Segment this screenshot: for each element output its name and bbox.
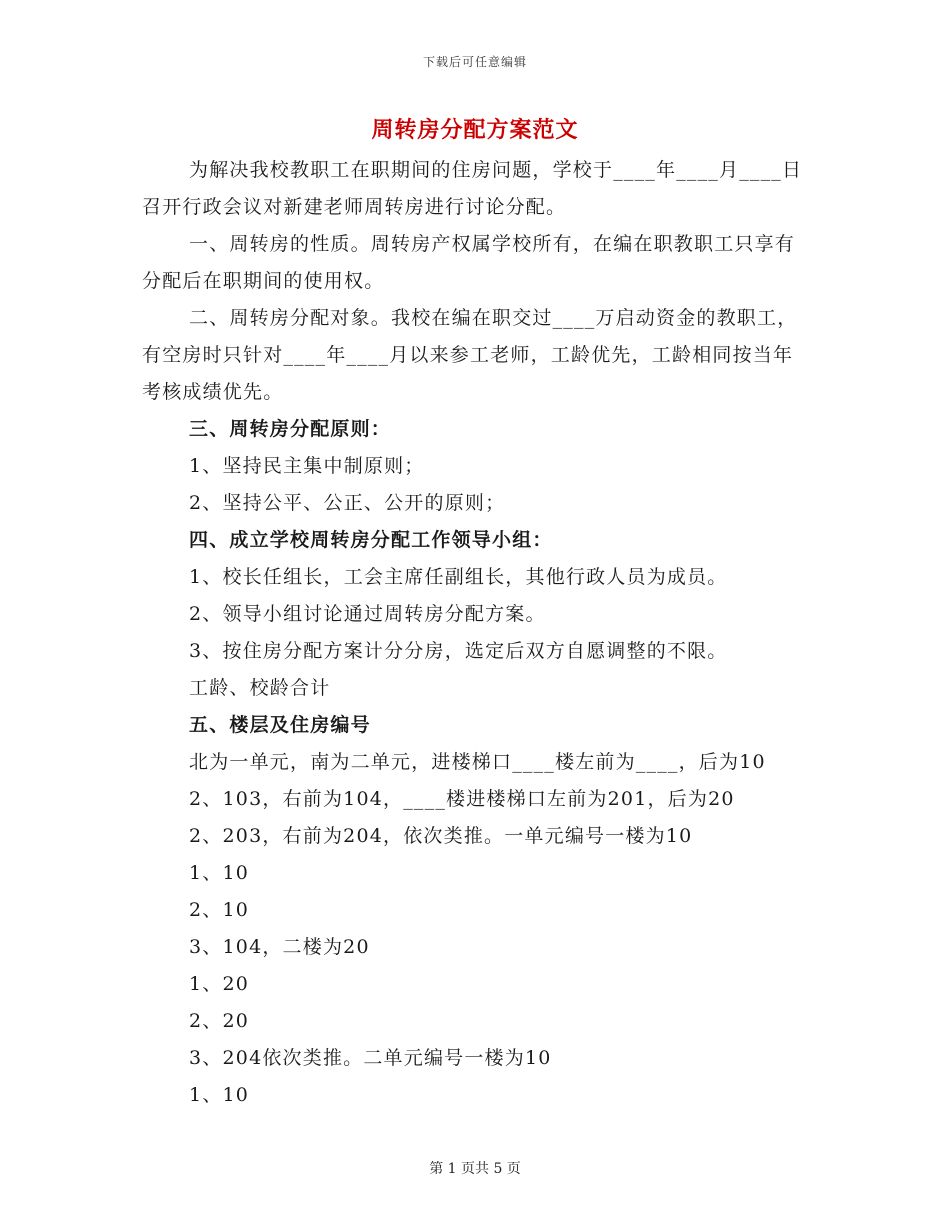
paragraph: 工龄、校龄合计: [189, 677, 331, 699]
paragraph: 2、20: [189, 1010, 250, 1032]
paragraph: 1、20: [189, 973, 250, 995]
paragraph: 2、坚持公平、公正、公开的原则；: [189, 492, 506, 514]
paragraph: 2、领导小组讨论通过周转房分配方案。: [189, 603, 546, 625]
paragraph: 2、203，右前为204，依次类推。一单元编号一楼为10: [189, 825, 693, 847]
paragraph: 五、楼层及住房编号: [189, 714, 371, 736]
paragraph: 1、10: [189, 862, 250, 884]
paragraph: 3、104，二楼为20: [189, 936, 370, 958]
paragraph: 四、成立学校周转房分配工作领导小组：: [189, 529, 553, 551]
paragraph: 1、校长任组长，工会主席任副组长，其他行政人员为成员。: [189, 566, 728, 588]
paragraph: 2、10: [189, 899, 250, 921]
paragraph: 三、周转房分配原则：: [189, 418, 392, 440]
paragraph: 二、周转房分配对象。我校在编在职交过____万启动资金的教职工，有空房时只针对____年____月以来参工老师，工龄优先，工龄相同按当年考核成绩优先。: [142, 307, 798, 403]
paragraph: 一、周转房的性质。周转房产权属学校所有，在编在职教职工只享有分配后在职期间的使用权。: [142, 233, 796, 292]
page-footer: 第 1 页共 5 页: [429, 1161, 521, 1177]
document-title: 周转房分配方案范文: [371, 118, 579, 143]
paragraph: 为解决我校教职工在职期间的住房问题，学校于____年____月____日召开行政会议对新建老师周转房进行讨论分配。: [142, 159, 803, 218]
document-body: [142, 152, 810, 1114]
paragraph: 3、按住房分配方案计分分房，选定后双方自愿调整的不限。: [189, 640, 728, 662]
paragraph: 北为一单元，南为二单元，进楼梯口____楼左前为____，后为10: [189, 751, 766, 773]
paragraph: 3、204依次类推。二单元编号一楼为10: [189, 1047, 552, 1069]
header-note: 下载后可任意编辑: [422, 55, 527, 69]
paragraph: 2、103，右前为104，____楼进楼梯口左前为201，后为20: [189, 788, 735, 810]
paragraph: 1、坚持民主集中制原则；: [189, 455, 425, 477]
paragraph: 1、10: [189, 1084, 250, 1106]
